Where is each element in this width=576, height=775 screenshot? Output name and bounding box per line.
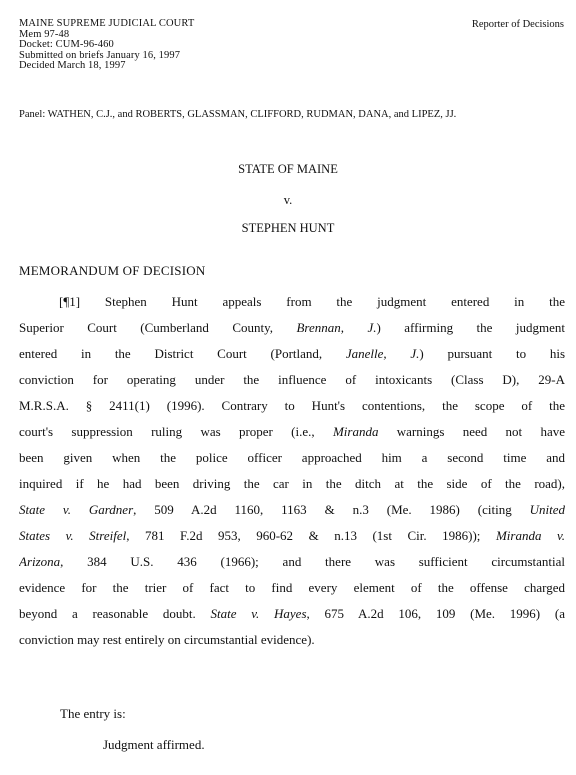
italic-citation: Brennan, J. xyxy=(296,320,377,335)
caption-plaintiff: STATE OF MAINE xyxy=(238,162,338,176)
paragraph-line xyxy=(19,601,565,627)
paragraph-text: , 384 U.S. 436 (1966); and there was sufficient circumstantial xyxy=(60,554,565,569)
paragraph-text: been given when the police officer approached him a second time and xyxy=(19,450,565,465)
italic-citation: Janelle, J. xyxy=(345,346,420,361)
paragraph-text: entered in the District Court (Portland, xyxy=(19,346,346,361)
paragraph-line xyxy=(19,315,565,341)
paragraph-text: beyond a reasonable doubt. xyxy=(19,606,211,621)
paragraph-text: , 675 A.2d 106, 109 (Me. 1996) (a xyxy=(306,606,565,621)
paragraph-line xyxy=(19,419,565,445)
italic-citation: Miranda v. xyxy=(495,528,565,543)
court-name: MAINE SUPREME JUDICIAL COURT xyxy=(19,18,195,29)
case-header xyxy=(19,19,194,72)
reporter-of-decisions: Reporter of Decisions xyxy=(471,19,564,30)
caption-versus: v. xyxy=(283,193,293,207)
paragraph-line xyxy=(19,367,565,393)
paragraph-text: warnings need not have xyxy=(378,424,565,439)
paragraph-line xyxy=(19,497,565,523)
italic-citation: States v. Streifel xyxy=(19,528,127,543)
paragraph-text: ) pursuant to his xyxy=(419,346,565,361)
paragraph-line xyxy=(19,575,565,601)
paragraph-text: conviction for operating under the influence of intoxicants (Class D), 29-A xyxy=(19,372,565,387)
paragraph-line xyxy=(19,627,565,653)
italic-citation: Miranda xyxy=(332,424,379,439)
italic-citation: State v. Hayes xyxy=(210,606,307,621)
paragraph-text: ) affirming the judgment xyxy=(376,320,565,335)
paragraph-line xyxy=(19,445,565,471)
entry-label: The entry is: xyxy=(60,706,126,721)
docket-number: Docket: CUM-96-460 xyxy=(19,39,114,51)
opinion-paragraph xyxy=(19,289,565,653)
submitted-date: Submitted on briefs January 16, 1997 xyxy=(19,49,181,61)
italic-citation: State v. Gardner xyxy=(19,502,134,517)
paragraph-line xyxy=(19,523,565,549)
paragraph-line xyxy=(19,549,565,575)
caption-defendant: STEPHEN HUNT xyxy=(241,221,335,235)
paragraph-line xyxy=(19,393,565,419)
paragraph-text: , 509 A.2d 1160, 1163 & n.3 (Me. 1986) (citing xyxy=(133,502,530,517)
judgment-text: Judgment affirmed. xyxy=(103,737,205,752)
panel-line: Panel: WATHEN, C.J., and ROBERTS, GLASSMAN, CLIFFORD, RUDMAN, DANA, and LIPEZ, JJ. xyxy=(19,109,457,120)
memorandum-heading: MEMORANDUM OF DECISION xyxy=(19,263,206,278)
paragraph-text: conviction may rest entirely on circumstantial evidence). xyxy=(19,632,315,647)
memo-number: Mem 97-48 xyxy=(19,28,70,40)
italic-citation: Arizona xyxy=(19,554,61,569)
paragraph-text: , 781 F.2d 953, 960-62 & n.13 (1st Cir. 1986)); xyxy=(126,528,496,543)
paragraph-line xyxy=(19,289,565,315)
paragraph-line xyxy=(19,471,565,497)
paragraph-text: evidence for the trier of fact to find every element of the offense charged xyxy=(19,580,565,595)
italic-citation: United xyxy=(529,502,565,517)
paragraph-text: inquired if he had been driving the car in the ditch at the side of the road), xyxy=(19,476,565,491)
paragraph-text: M.R.S.A. § 2411(1) (1996). Contrary to Hunt's contentions, the scope of the xyxy=(19,398,565,413)
paragraph-text: court's suppression ruling was proper (i.e., xyxy=(19,424,333,439)
decided-date: Decided March 18, 1997 xyxy=(19,60,126,72)
paragraph-text: Superior Court (Cumberland County, xyxy=(19,320,297,335)
paragraph-text: [¶1] Stephen Hunt appeals from the judgment entered in the xyxy=(59,294,565,309)
paragraph-line xyxy=(19,341,565,367)
